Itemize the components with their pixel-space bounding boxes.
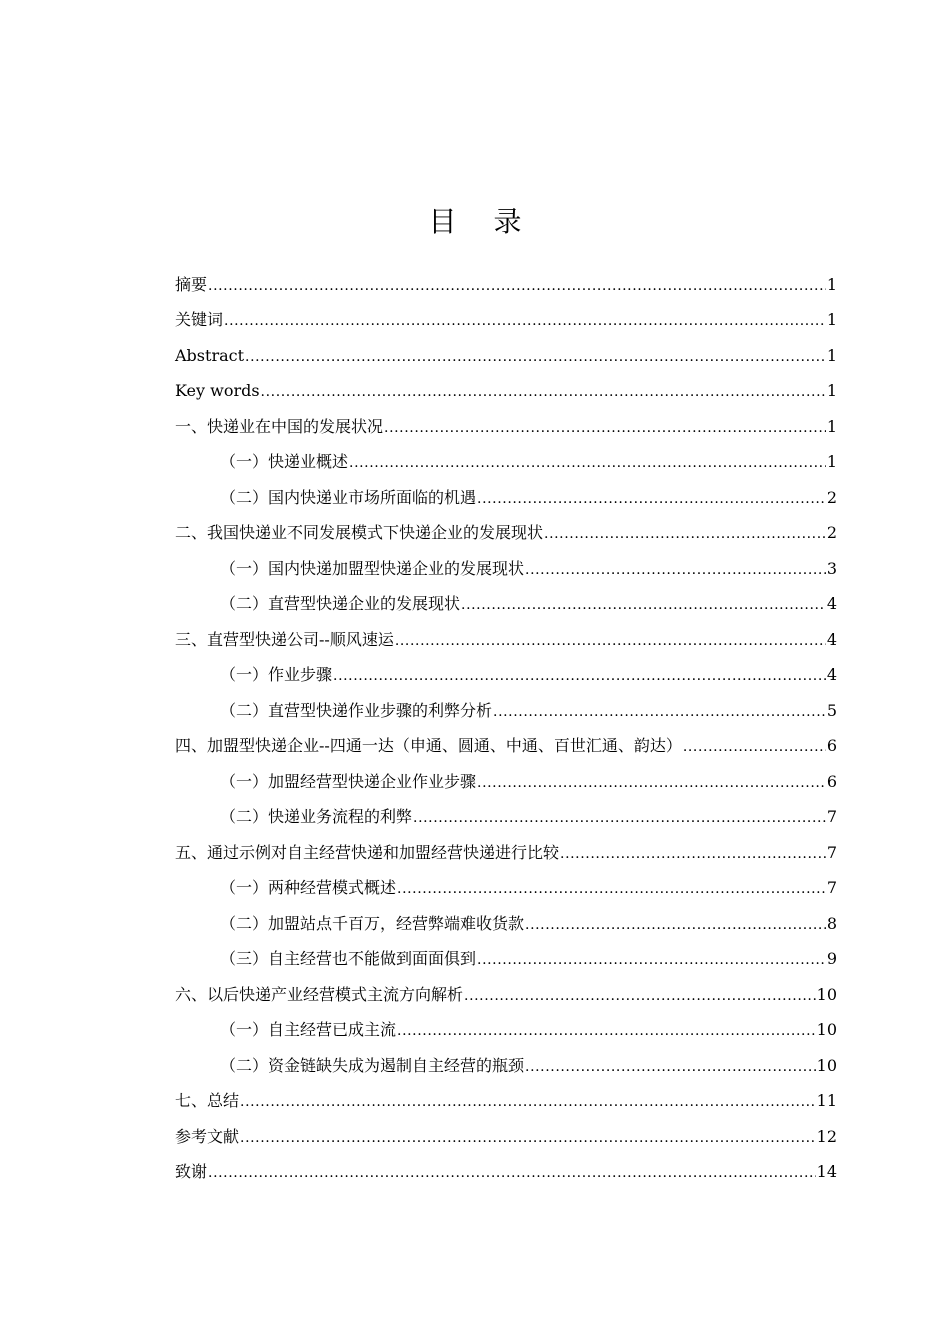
toc-entry-label: Abstract xyxy=(175,345,245,365)
toc-entry-label: 关键词 xyxy=(175,310,224,329)
toc-entry[interactable] xyxy=(175,437,837,473)
toc-entry-label: （一）加盟经营型快递企业作业步骤 xyxy=(220,771,477,791)
toc-entry-page-number: 14 xyxy=(816,1162,837,1181)
toc-leader-dots xyxy=(477,488,826,508)
toc-leader-dots xyxy=(461,594,826,614)
toc-entry-page-number: 10 xyxy=(816,984,837,1004)
toc-leader-dots xyxy=(525,1056,816,1076)
toc-entry[interactable] xyxy=(175,259,837,295)
toc-leader-dots xyxy=(413,807,826,827)
toc-leader-dots xyxy=(464,985,816,1005)
toc-entry-page-number: 11 xyxy=(816,1091,837,1110)
toc-entry-page-number: 4 xyxy=(826,665,837,684)
toc-leader-dots xyxy=(395,630,826,650)
toc-entry-page-number: 1 xyxy=(826,310,837,329)
toc-leader-dots xyxy=(333,665,826,685)
toc-leader-dots xyxy=(397,878,826,898)
toc-leader-dots xyxy=(544,523,826,543)
toc-entry-label: （二）资金链缺失成为遏制自主经营的瓶颈 xyxy=(220,1055,525,1075)
toc-leader-dots xyxy=(261,381,826,401)
toc-entry-label: （二）直营型快递作业步骤的利弊分析 xyxy=(220,700,493,720)
toc-entry-label: （二）直营型快递企业的发展现状 xyxy=(220,594,461,613)
toc-leader-dots xyxy=(477,949,826,969)
toc-entry[interactable] xyxy=(175,756,837,792)
toc-entry-page-number: 2 xyxy=(826,487,837,507)
toc-entry-label: 六、以后快递产业经营模式主流方向解析 xyxy=(175,984,464,1004)
toc-leader-dots xyxy=(224,310,826,330)
toc-entry-page-number: 1 xyxy=(826,381,837,400)
toc-entry[interactable] xyxy=(175,508,837,544)
toc-entry[interactable] xyxy=(175,721,837,757)
toc-entry-page-number: 2 xyxy=(826,523,837,542)
toc-entry-page-number: 12 xyxy=(816,1126,837,1146)
toc-entry-page-number: 7 xyxy=(826,878,837,897)
toc-entry[interactable] xyxy=(175,366,837,402)
toc-leader-dots xyxy=(525,559,826,579)
toc-entry[interactable] xyxy=(175,330,837,366)
toc-entry-label: 二、我国快递业不同发展模式下快递企业的发展现状 xyxy=(175,523,544,542)
toc-entry-label: 致谢 xyxy=(175,1162,208,1181)
toc-entry[interactable] xyxy=(175,1076,837,1112)
toc-entry-page-number: 7 xyxy=(826,807,837,826)
toc-entry-label: （一）两种经营模式概述 xyxy=(220,878,397,897)
toc-leader-dots xyxy=(208,275,826,295)
toc-entry[interactable] xyxy=(175,969,837,1005)
toc-entry-label: （二）加盟站点千百万，经营弊端难收货款 xyxy=(220,913,525,933)
toc-entry[interactable] xyxy=(175,1005,837,1041)
toc-entry[interactable] xyxy=(175,472,837,508)
toc-entry-label: 三、直营型快递公司--顺风速运 xyxy=(175,629,394,649)
toc-entry[interactable] xyxy=(175,792,837,828)
toc-entry[interactable] xyxy=(175,934,837,970)
toc-entry-label: 参考文献 xyxy=(175,1126,240,1146)
toc-entry-label: （一）快递业概述 xyxy=(220,452,349,471)
toc-leader-dots xyxy=(477,772,826,792)
toc-entry-page-number: 1 xyxy=(826,452,837,471)
toc-entry-page-number: 7 xyxy=(826,842,837,862)
toc-entry-label: 四、加盟型快递企业--四通一达（申通、圆通、中通、百世汇通、韵达） xyxy=(175,736,682,755)
page-title: 目 录 xyxy=(428,205,536,238)
toc-leader-dots xyxy=(208,1162,816,1182)
toc-entry-page-number: 8 xyxy=(826,913,837,933)
toc-entry-label: （二）快递业务流程的利弊 xyxy=(220,807,413,826)
toc-entry-page-number: 4 xyxy=(826,629,837,649)
toc-entry[interactable] xyxy=(175,1040,837,1076)
toc-entry-label: （一）国内快递加盟型快递企业的发展现状 xyxy=(220,558,525,578)
toc-leader-dots xyxy=(240,1091,816,1111)
toc-entry-label: 一、快递业在中国的发展状况 xyxy=(175,416,384,436)
toc-entry-label: 五、通过示例对自主经营快递和加盟经营快递进行比较 xyxy=(175,842,560,862)
toc-entry-page-number: 6 xyxy=(826,736,837,755)
toc-entry-page-number: 6 xyxy=(826,771,837,791)
toc-entry-page-number: 3 xyxy=(826,558,837,578)
toc-leader-dots xyxy=(384,417,826,437)
toc-entry-label: （一）自主经营已成主流 xyxy=(220,1020,397,1039)
toc-entry[interactable] xyxy=(175,1111,837,1147)
toc-leader-dots xyxy=(493,701,826,721)
toc-entry[interactable] xyxy=(175,650,837,686)
toc-leader-dots xyxy=(397,1020,816,1040)
toc-entry[interactable] xyxy=(175,863,837,899)
toc-entry-page-number: 5 xyxy=(826,700,837,720)
toc-entry-label: （二）国内快递业市场所面临的机遇 xyxy=(220,487,477,507)
toc-entry-page-number: 10 xyxy=(816,1020,837,1039)
toc-entry[interactable] xyxy=(175,295,837,331)
toc-entry-label: （一）作业步骤 xyxy=(220,665,333,684)
toc-entry-page-number: 9 xyxy=(826,949,837,968)
toc-entry-label: 七、总结 xyxy=(175,1091,240,1110)
toc-entry-label: Key words xyxy=(175,381,260,400)
toc-leader-dots xyxy=(240,1127,816,1147)
toc-entry-page-number: 10 xyxy=(816,1055,837,1075)
toc-entry-label: 摘要 xyxy=(175,274,208,294)
toc-entry[interactable] xyxy=(175,1147,837,1183)
toc-leader-dots xyxy=(683,736,826,756)
toc-entry[interactable] xyxy=(175,685,837,721)
table-of-contents xyxy=(175,259,837,1182)
toc-leader-dots xyxy=(245,346,826,366)
toc-entry[interactable] xyxy=(175,614,837,650)
toc-entry-page-number: 1 xyxy=(826,345,837,365)
toc-entry[interactable] xyxy=(175,898,837,934)
toc-entry-label: （三）自主经营也不能做到面面俱到 xyxy=(220,949,477,968)
toc-entry-page-number: 1 xyxy=(826,416,837,436)
toc-leader-dots xyxy=(349,452,826,472)
toc-entry-page-number: 1 xyxy=(826,274,837,294)
toc-entry[interactable] xyxy=(175,827,837,863)
toc-entry[interactable] xyxy=(175,579,837,615)
toc-entry-page-number: 4 xyxy=(826,594,837,613)
toc-entry[interactable] xyxy=(175,543,837,579)
toc-entry[interactable] xyxy=(175,401,837,437)
toc-leader-dots xyxy=(525,914,826,934)
toc-leader-dots xyxy=(560,843,826,863)
